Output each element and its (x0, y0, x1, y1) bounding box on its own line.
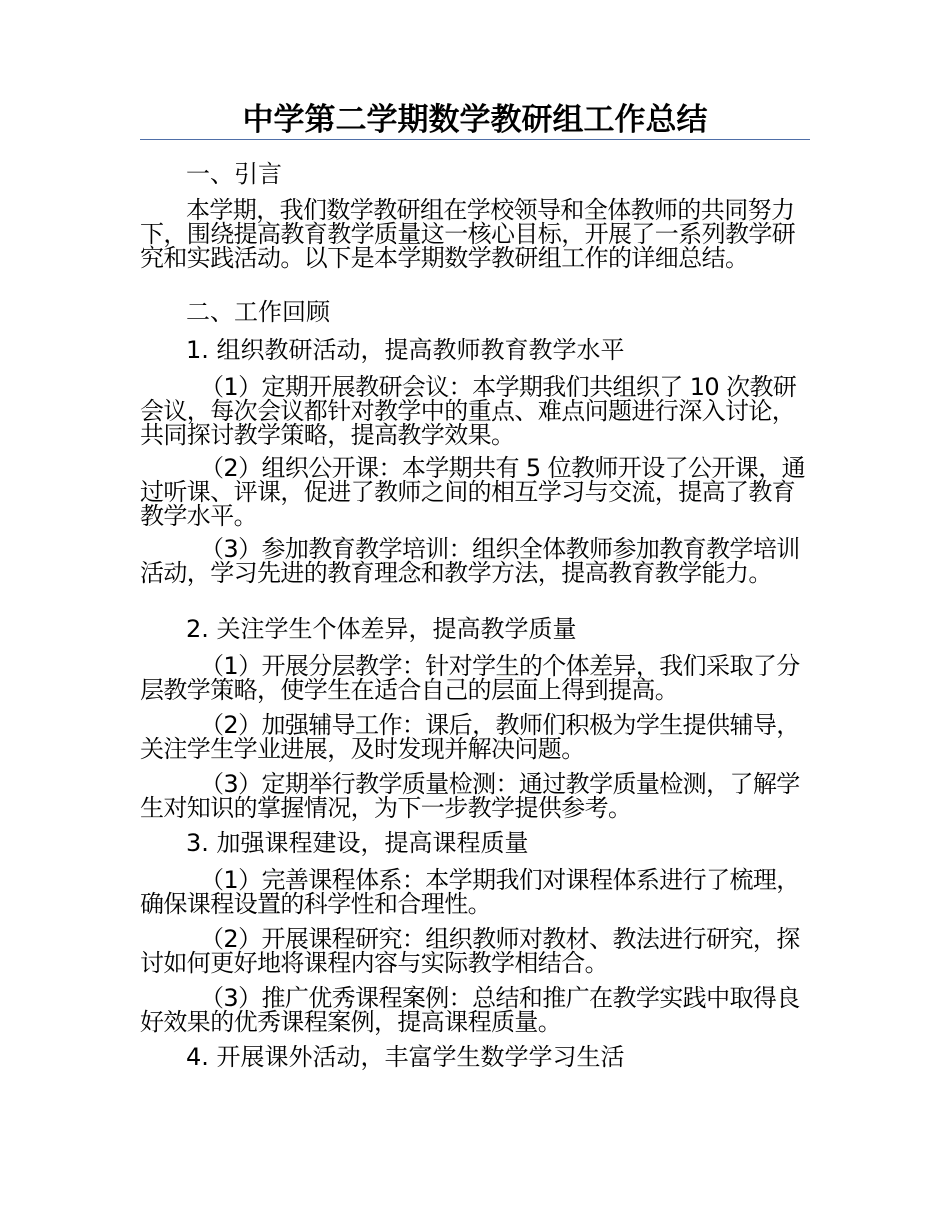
intro-heading: 一、引言 (186, 160, 282, 188)
item1-paragraph-2: （2）组织公开课：本学期共有 5 位教师开设了公开课，通过听课、评课，促进了教师之间的相互学习与交流，提高了教育教学水平。 (140, 454, 805, 530)
item3-heading: 3. 加强课程建设，提高课程质量 (186, 829, 529, 857)
item2-heading: 2. 关注学生个体差异，提高教学质量 (186, 615, 577, 643)
item3-paragraph-1: （1）完善课程体系：本学期我们对课程体系进行了梳理，确保课程设置的科学性和合理性。 (140, 866, 800, 918)
item1-paragraph-1: （1）定期开展教研会议：本学期我们共组织了 10 次教研会议，每次会议都针对教学中的重点、难点问题进行深入讨论，共同探讨教学策略，提高教学效果。 (140, 373, 797, 449)
item4-heading: 4. 开展课外活动，丰富学生数学学习生活 (186, 1043, 625, 1071)
item3-paragraph-3: （3）推广优秀课程案例：总结和推广在教学实践中取得良好效果的优秀课程案例，提高课程质量。 (140, 984, 800, 1036)
item3-paragraph-2: （2）开展课程研究：组织教师对教材、教法进行研究，探讨如何更好地将课程内容与实际教学相结合。 (140, 925, 800, 977)
title-underline (140, 139, 810, 140)
intro-paragraph: 本学期，我们数学教研组在学校领导和全体教师的共同努力下，围绕提高教育教学质量这一核心目标，开展了一系列教学研究和实践活动。以下是本学期数学教研组工作的详细总结。 (140, 196, 796, 272)
review-heading: 二、工作回顾 (186, 298, 330, 326)
item2-paragraph-1: （1）开展分层教学：针对学生的个体差异，我们采取了分层教学策略，使学生在适合自己的层面上得到提高。 (140, 652, 800, 704)
item1-paragraph-3: （3）参加教育教学培训：组织全体教师参加教育教学培训活动，学习先进的教育理念和教学方法，提高教育教学能力。 (140, 535, 800, 587)
item2-paragraph-3: （3）定期举行教学质量检测：通过教学质量检测，了解学生对知识的掌握情况，为下一步教学提供参考。 (140, 770, 800, 822)
item1-heading: 1. 组织教研活动，提高教师教育教学水平 (186, 336, 625, 364)
document-title: 中学第二学期数学教研组工作总结 (242, 102, 708, 138)
item2-paragraph-2: （2）加强辅导工作：课后，教师们积极为学生提供辅导，关注学生学业进展，及时发现并解决问题。 (140, 711, 800, 763)
